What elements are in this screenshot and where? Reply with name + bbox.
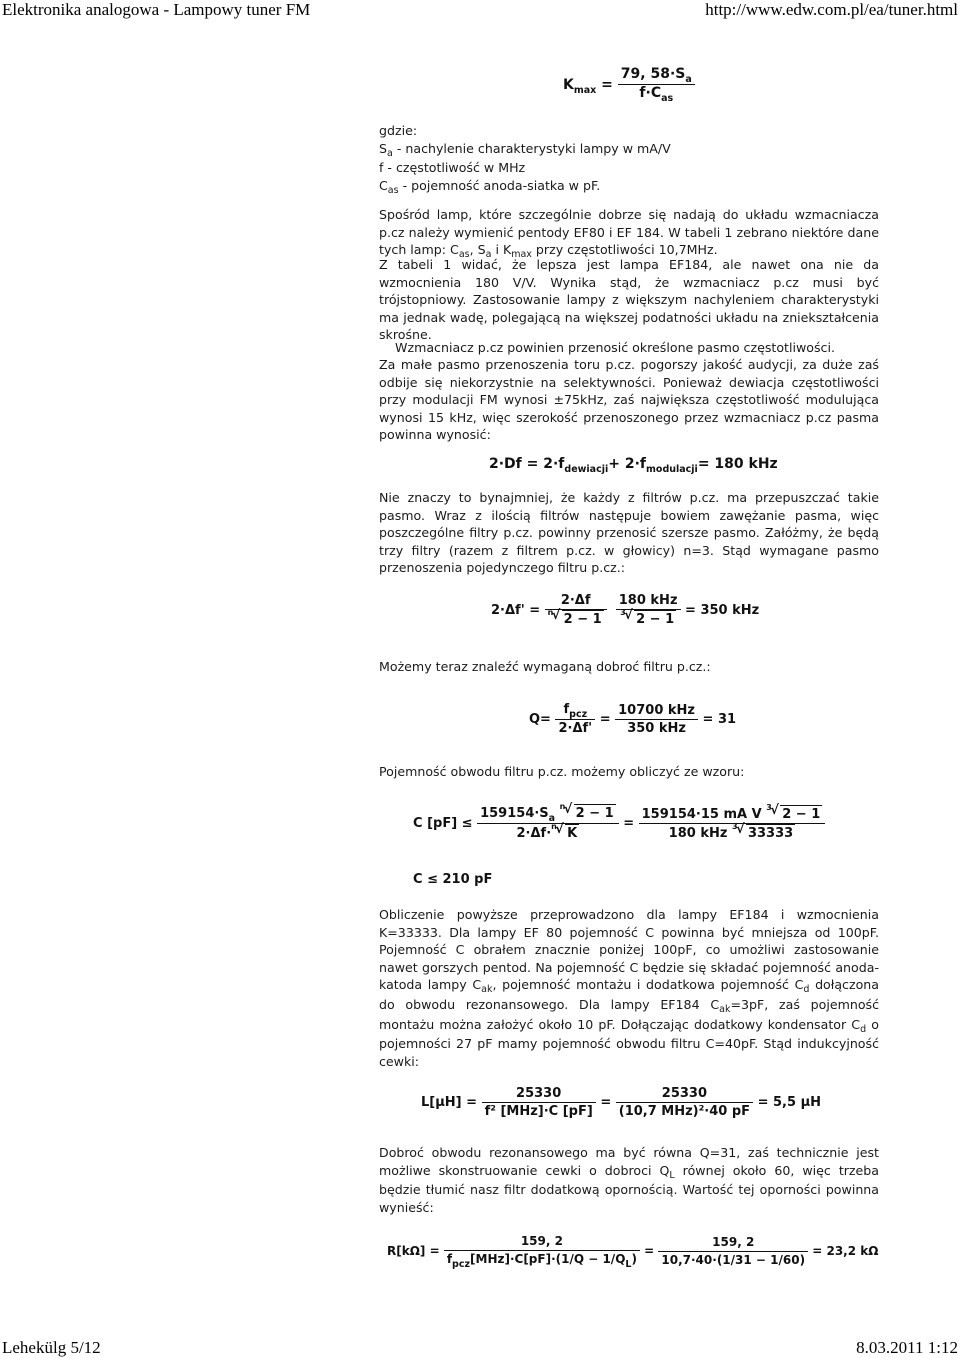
formula-q: Q= $\frac{f_{pcz}}{2\cdot\Delta f'}$ = $\frac{\text{10700 kHz}}{\text{350 kHz}}$ = 31 [529,702,737,736]
paragraph-1: Spośród lamp, które szczególnie dobrze się nadają do układu wzmacniacza p.cz należy wymienić pentody EF80 i EF 184. W tabeli 1 zebrano niektóre dane tych lamp: $C_{as}$, $S_a$ i $K_{max}$ przy częstotliwości 10,7MHz. [379,207,879,261]
gdzie-block [379,122,879,196]
gdzie-label: gdzie: [379,123,418,138]
formula-l: L[µH] = $\frac{25330}{\text{f² [MHz]·C [pF]}}$ = $\frac{25330}{\text{(10,7 MHz)²·40 pF}}$ = 5,5 µH [421,1086,822,1119]
header-title: Elektronika analogowa - Lampowy tuner FM [2,0,311,19]
formula-df: $2\cdot Df = 2\cdot f_{dewiacji}+ 2\cdot f_{modulacji}= 180$ kHz [489,456,778,475]
formula-c: C [pF] ≤ $159154\cdot S_a$ √ n 2 − 1 2·Δf· √ n K = 159154·15 mA V √ 3 2 − 1 180 kHz √ 3 33333 [413,804,825,842]
paragraph-8: Obliczenie powyższe przeprowadzono dla lampy EF184 i wzmocnienia K=33333. Dla lampy EF 80 pojemność C powinna być mniejsza od 100pF. Pojemność C obrałem znacznie poniżej 100pF, co umożliwi zastosowanie nawet gorszych pentod. Na pojemność C będzie się składać pojemność anoda-katoda lampy $C_{ak}$, pojemność montażu i dodatkowa pojemność $C_d$ dołączona do obwodu rezonansowego. Dla lampy EF184 $C_{ak}=3pF$, zaś pojemność montażu można założyć około 10 pF. Dołączając dodatkowy kondensator $C_d$ o pojemności 27 pF mamy pojemność obwodu filtru C=40pF. Stąd indukcyjność cewki: [379,907,880,1069]
gdzie-f: f - częstotliwość w MHz [379,160,526,176]
paragraph-5: Nie znaczy to bynajmniej, że każdy z filtrów p.cz. ma przepuszczać takie pasmo. Wraz z ilością filtrów następuje bowiem zawężanie pasma, więc poszczególne filtry p.cz. powinny przenosić szersze pasmo. Załóżmy, że będą trzy filtry (razem z filtrem p.cz. w głowicy) n=3. Stąd wymagane pasmo przenoszenia pojedynczego filtru p.cz.: [379,490,879,576]
formula-r: R[kΩ] = $\frac{159, 2}{f_{pcz}[MHz]\cdot C[pF]\cdot(1/Q - 1/Q_L)}$ = $\frac{159, 2}{10,7\cdot 40\cdot(1/31 - 1/60)}$ = 23,2 kΩ [387,1234,879,1270]
paragraph-6: Możemy teraz znaleźć wymaganą dobroć filtru p.cz.: [379,659,711,674]
formula-kmax: $K_{max}$ = $\frac{79, 58\cdot S_a}{f\cdot C_{as}}$ [563,66,695,103]
formula-df-prime: 2·Δf' = 2·Δf √ n 2 − 1 180 kHz √ 3 2 − 1 = 350 kHz [491,592,759,628]
header-url: http://www.edw.com.pl/ea/tuner.html [705,0,958,19]
gdzie-cas: $C_{as}$ - pojemność anoda-siatka w pF. [379,177,601,196]
paragraph-2: Z tabeli 1 widać, że lepsza jest lampa EF184, ale nawet ona nie da wzmocnienia 180 V/V. Wynika stąd, że wzmacniacz p.cz musi być trójstopniowy. Zastosowanie lampy z większym nachyleniem charakterystyki ma jednak wadę, polegającą na większej podatności układu na zniekształcenia skrośne. [379,257,879,343]
paragraph-4: Za małe pasmo przenoszenia toru p.cz. pogorszy jakość audycji, za duże zaś odbije się niekorzystnie na selektywności. Ponieważ dewiacja częstotliwości przy modulacji FM wynosi ±75kHz, zaś największa częstotliwość modulująca wynosi 15 kHz, więc szerokość przenoszonego przez wzmacniacz p.cz pasma powinna wynosić: [379,357,879,443]
paragraph-3: Wzmacniacz p.cz powinien przenosić określone pasmo częstotliwości. [395,340,835,355]
footer-page-number: Lehekülg 5/12 [2,1338,101,1357]
footer-timestamp: 8.03.2011 1:12 [856,1338,958,1357]
formula-c-result: C ≤ 210 pF [413,872,493,887]
gdzie-sa: $S_a$ - nachylenie charakterystyki lampy w mA/V [379,140,671,159]
paragraph-7: Pojemność obwodu filtru p.cz. możemy obliczyć ze wzoru: [379,764,745,779]
paragraph-9: Dobroć obwodu rezonansowego ma być równa Q=31, zaś technicznie jest możliwe skonstruowanie cewki o dobroci $Q_L$ równej około 60, więc trzeba będzie tłumić nasz filtr dodatkową opornością. Wartość tej oporności powinna wynieść: [379,1145,879,1215]
